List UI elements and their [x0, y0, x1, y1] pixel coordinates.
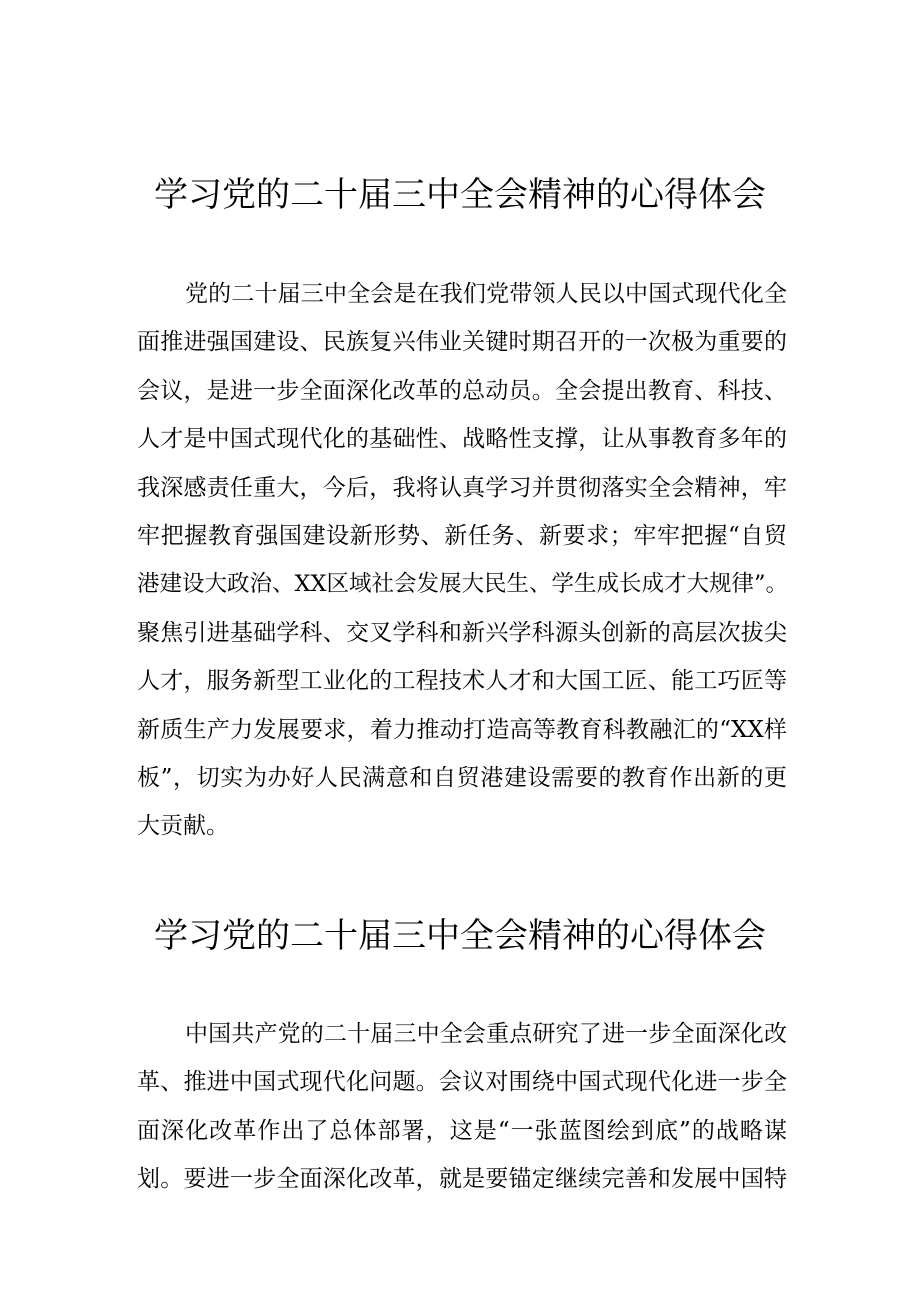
paragraph-line: 划。要进一步全面深化改革，就是要锚定继续完善和发展中国特: [137, 1166, 787, 1193]
paragraph-line: 人才，服务新型工业化的工程技术人才和大国工匠、能工巧匠等: [137, 668, 787, 695]
paragraph-line: 革、推进中国式现代化问题。会议对围绕中国式现代化进一步全: [137, 1069, 787, 1096]
paragraph-line: 牢把握教育强国建设新形势、新任务、新要求；牢牢把握“自贸: [137, 522, 787, 549]
paragraph-line: 聚焦引进基础学科、交叉学科和新兴学科源头创新的高层次拔尖: [137, 619, 787, 646]
paragraph-line: 面推进强国建设、民族复兴伟业关键时期召开的一次极为重要的: [137, 329, 787, 356]
paragraph-line: 我深感责任重大，今后，我将认真学习并贯彻落实全会精神，牢: [137, 474, 787, 501]
section-title: 学习党的二十届三中全会精神的心得体会: [154, 175, 766, 215]
section-body-paragraph: [137, 270, 787, 851]
paragraph-line: 新质生产力发展要求，着力推动打造高等教育科教融汇的“XX样: [137, 716, 787, 743]
paragraph-line: 党的二十届三中全会是在我们党带领人民以中国式现代化全: [185, 281, 787, 307]
paragraph-line: 面深化改革作出了总体部署，这是“一张蓝图绘到底”的战略谋: [137, 1117, 787, 1144]
section-body-paragraph: [137, 1010, 787, 1204]
paragraph-line: 中国共产党的二十届三中全会重点研究了进一步全面深化改: [185, 1021, 787, 1047]
paragraph-line: 板”，切实为办好人民满意和自贸港建设需要的教育作出新的更: [137, 764, 787, 791]
paragraph-line: 人才是中国式现代化的基础性、战略性支撑，让从事教育多年的: [137, 426, 787, 453]
paragraph-line: 港建设大政治、XX区域社会发展大民生、学生成长成才大规律”。: [137, 571, 789, 598]
paragraph-line: 大贡献。: [137, 813, 229, 840]
section-title: 学习党的二十届三中全会精神的心得体会: [154, 916, 766, 956]
paragraph-line: 会议，是进一步全面深化改革的总动员。全会提出教育、科技、: [137, 377, 787, 404]
